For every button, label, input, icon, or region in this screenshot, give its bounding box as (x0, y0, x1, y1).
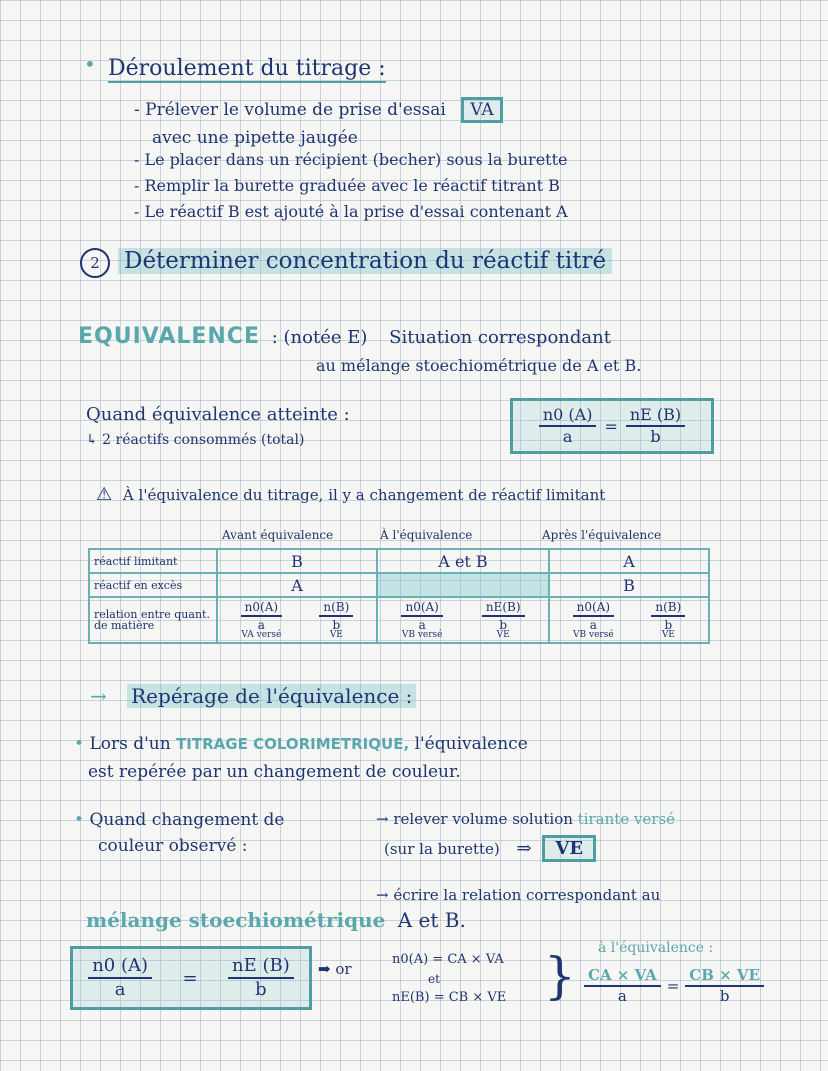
reperage-bullet-2-line2: couleur observé : (98, 836, 248, 856)
cell-relation-apres (549, 597, 709, 643)
formula-right-num: nE (B) (629, 405, 682, 424)
implies-icon: ⇒ (516, 838, 532, 859)
final-arrow: ➡ or (318, 960, 352, 978)
rel-num: n0(A) (405, 599, 439, 614)
final-right-num: nE (B) (232, 955, 290, 976)
rel-sub: VE (661, 629, 675, 640)
relation-cb: nE(B) = CB × VE (392, 990, 507, 1005)
relever-line-2 (384, 838, 596, 859)
fraction-bar (241, 615, 282, 617)
rel-num: nE(B) (485, 599, 521, 614)
bullet: • (84, 52, 96, 76)
step-2: - Le placer dans un récipient (becher) sous la burette (134, 150, 568, 169)
rel-num: n(B) (655, 599, 682, 614)
cell-relation-avant (217, 597, 377, 643)
equivalence-formula-box (510, 398, 714, 454)
quand-line-2: ↳ 2 réactifs consommés (total) (86, 432, 305, 448)
melange-text: mélange stoechiométrique (86, 908, 386, 932)
conc-left-den: a (617, 987, 627, 1005)
fraction-bar (573, 615, 614, 617)
final-left (88, 957, 152, 999)
rel-num: n0(A) (576, 599, 611, 614)
relever-arrow-icon: → (376, 810, 389, 828)
table-row (89, 573, 709, 597)
table-row (89, 549, 709, 573)
conc-equals: = (666, 977, 680, 995)
arrow-icon: → (90, 684, 107, 708)
formula-right-den: b (650, 427, 661, 446)
relation-right (319, 601, 353, 640)
relation-et: et (428, 972, 440, 986)
conc-left-num: CA × VA (588, 966, 657, 984)
equivalence-heading (78, 324, 611, 349)
rel-den: a (418, 617, 426, 632)
formula-equals: = (604, 416, 618, 436)
table-header-apres: Après l'équivalence (542, 528, 662, 542)
rel-den: a (257, 617, 265, 632)
rel-den: b (499, 617, 507, 632)
final-left-den: a (114, 979, 126, 1000)
relation-pair (222, 601, 372, 640)
rel-den: b (332, 617, 341, 632)
equivalence-table (88, 548, 710, 644)
table-header-avant: Avant équivalence (222, 528, 334, 542)
a-et-b: A et B. (397, 908, 466, 932)
cell-limitant-avant: B (217, 549, 377, 573)
step-3: - Remplir la burette graduée avec le réactif titrant B (134, 176, 560, 195)
melange-line (86, 908, 466, 932)
formula-left-num: n0 (A) (542, 405, 593, 424)
rel-sub: VB versé (401, 629, 443, 640)
relever-burette: (sur la burette) (384, 840, 500, 858)
rel-sub: VA versé (241, 629, 282, 640)
brace-icon: } (544, 947, 576, 1005)
bullet: • (74, 810, 85, 830)
fraction-bar (482, 615, 525, 617)
relation-left (573, 601, 614, 640)
rel-sub: VE (496, 629, 510, 640)
fraction-bar (319, 615, 353, 617)
step-1b: avec une pipette jaugée (152, 128, 358, 148)
conc-right-num: CB × VE (689, 966, 760, 984)
relation-pair (554, 601, 704, 640)
relation-left (241, 601, 282, 640)
table-header-a-equivalence: À l'équivalence (380, 528, 473, 542)
rel-num: n(B) (323, 599, 350, 614)
reperage-heading (90, 684, 416, 708)
relation-right (651, 601, 685, 640)
reperage-title: Repérage de l'équivalence : (127, 684, 416, 708)
ve-badge: VE (542, 835, 596, 862)
table-row (89, 597, 709, 643)
equivalence-def-1: Situation correspondant (389, 327, 611, 348)
rel-num: n0(A) (244, 599, 279, 614)
equivalence-word: EQUIVALENCE (78, 324, 260, 349)
final-equals: = (182, 967, 198, 989)
rel-den: a (589, 617, 597, 632)
row-label-exces: réactif en excès (89, 573, 217, 597)
bullet: • (74, 734, 85, 754)
rel-den: b (664, 617, 673, 632)
b1-highlight: TITRAGE COLORIMETRIQUE, (176, 735, 410, 753)
final-right-den: b (255, 979, 267, 1000)
reperage-bullet-1 (74, 734, 528, 754)
section-number-circle: 2 (80, 248, 110, 278)
relation-ca: n0(A) = CA × VA (392, 952, 504, 967)
ecrire-line (376, 886, 660, 904)
step-1 (134, 100, 503, 120)
step-1-text: - Prélever le volume de prise d'essai (134, 100, 446, 120)
conc-right-den: b (719, 987, 730, 1005)
warning-text: À l'équivalence du titrage, il y a changement de réactif limitant (122, 486, 606, 504)
va-badge: VA (461, 97, 502, 123)
conc-right (685, 968, 764, 1004)
cell-relation-equiv (377, 597, 549, 643)
final-right (228, 957, 294, 999)
equivalence-def-2: au mélange stoechiométrique de A et B. (316, 356, 642, 375)
step-4: - Le réactif B est ajouté à la prise d'essai contenant A (134, 202, 568, 221)
equivalence-noted: : (notée E) (271, 327, 368, 348)
relation-pair (382, 601, 544, 640)
fraction-bar (401, 615, 442, 617)
conc-left (584, 968, 661, 1004)
b1-post: l'équivalence (414, 734, 528, 754)
relever-text: relever volume solution (393, 810, 573, 828)
warning-line (96, 484, 605, 505)
rel-sub: VE (329, 629, 343, 640)
ecrire-text: écrire la relation correspondant au (393, 886, 661, 904)
ecrire-arrow-icon: → (376, 886, 389, 904)
final-formula-box (70, 946, 312, 1010)
relever-line-1 (376, 810, 675, 828)
rel-sub: VB versé (573, 629, 614, 640)
reperage-bullet-2 (74, 810, 285, 830)
quand-line-1: Quand équivalence atteinte : (86, 404, 350, 425)
section-title-deroulement: Déroulement du titrage : (108, 56, 386, 81)
relation-left (401, 601, 442, 640)
final-concentration-formula (584, 968, 764, 1004)
warning-icon: ⚠ (96, 484, 113, 505)
b1-pre: Lors d'un (89, 734, 171, 754)
formula-left (539, 407, 597, 445)
cell-limitant-equiv: A et B (377, 549, 549, 573)
formula-right (626, 407, 685, 445)
cell-exces-equiv (377, 573, 549, 597)
relever-highlight: tirante versé (577, 810, 676, 828)
formula-left-den: a (562, 427, 573, 446)
reperage-bullet-1-line2: est repérée par un changement de couleur. (88, 762, 461, 782)
relation-right (482, 601, 525, 640)
cell-exces-avant: A (217, 573, 377, 597)
b2-line1: Quand changement de (89, 810, 285, 830)
row-label-limitant: réactif limitant (89, 549, 217, 573)
a-l-equivalence: à l'équivalence : (598, 940, 714, 956)
final-left-num: n0 (A) (92, 955, 149, 976)
row-label-relation: relation entre quant. de matière (89, 597, 217, 643)
section-title-determiner: Déterminer concentration du réactif titré (118, 248, 612, 274)
cell-limitant-apres: A (549, 549, 709, 573)
fraction-bar (651, 615, 685, 617)
cell-exces-apres: B (549, 573, 709, 597)
